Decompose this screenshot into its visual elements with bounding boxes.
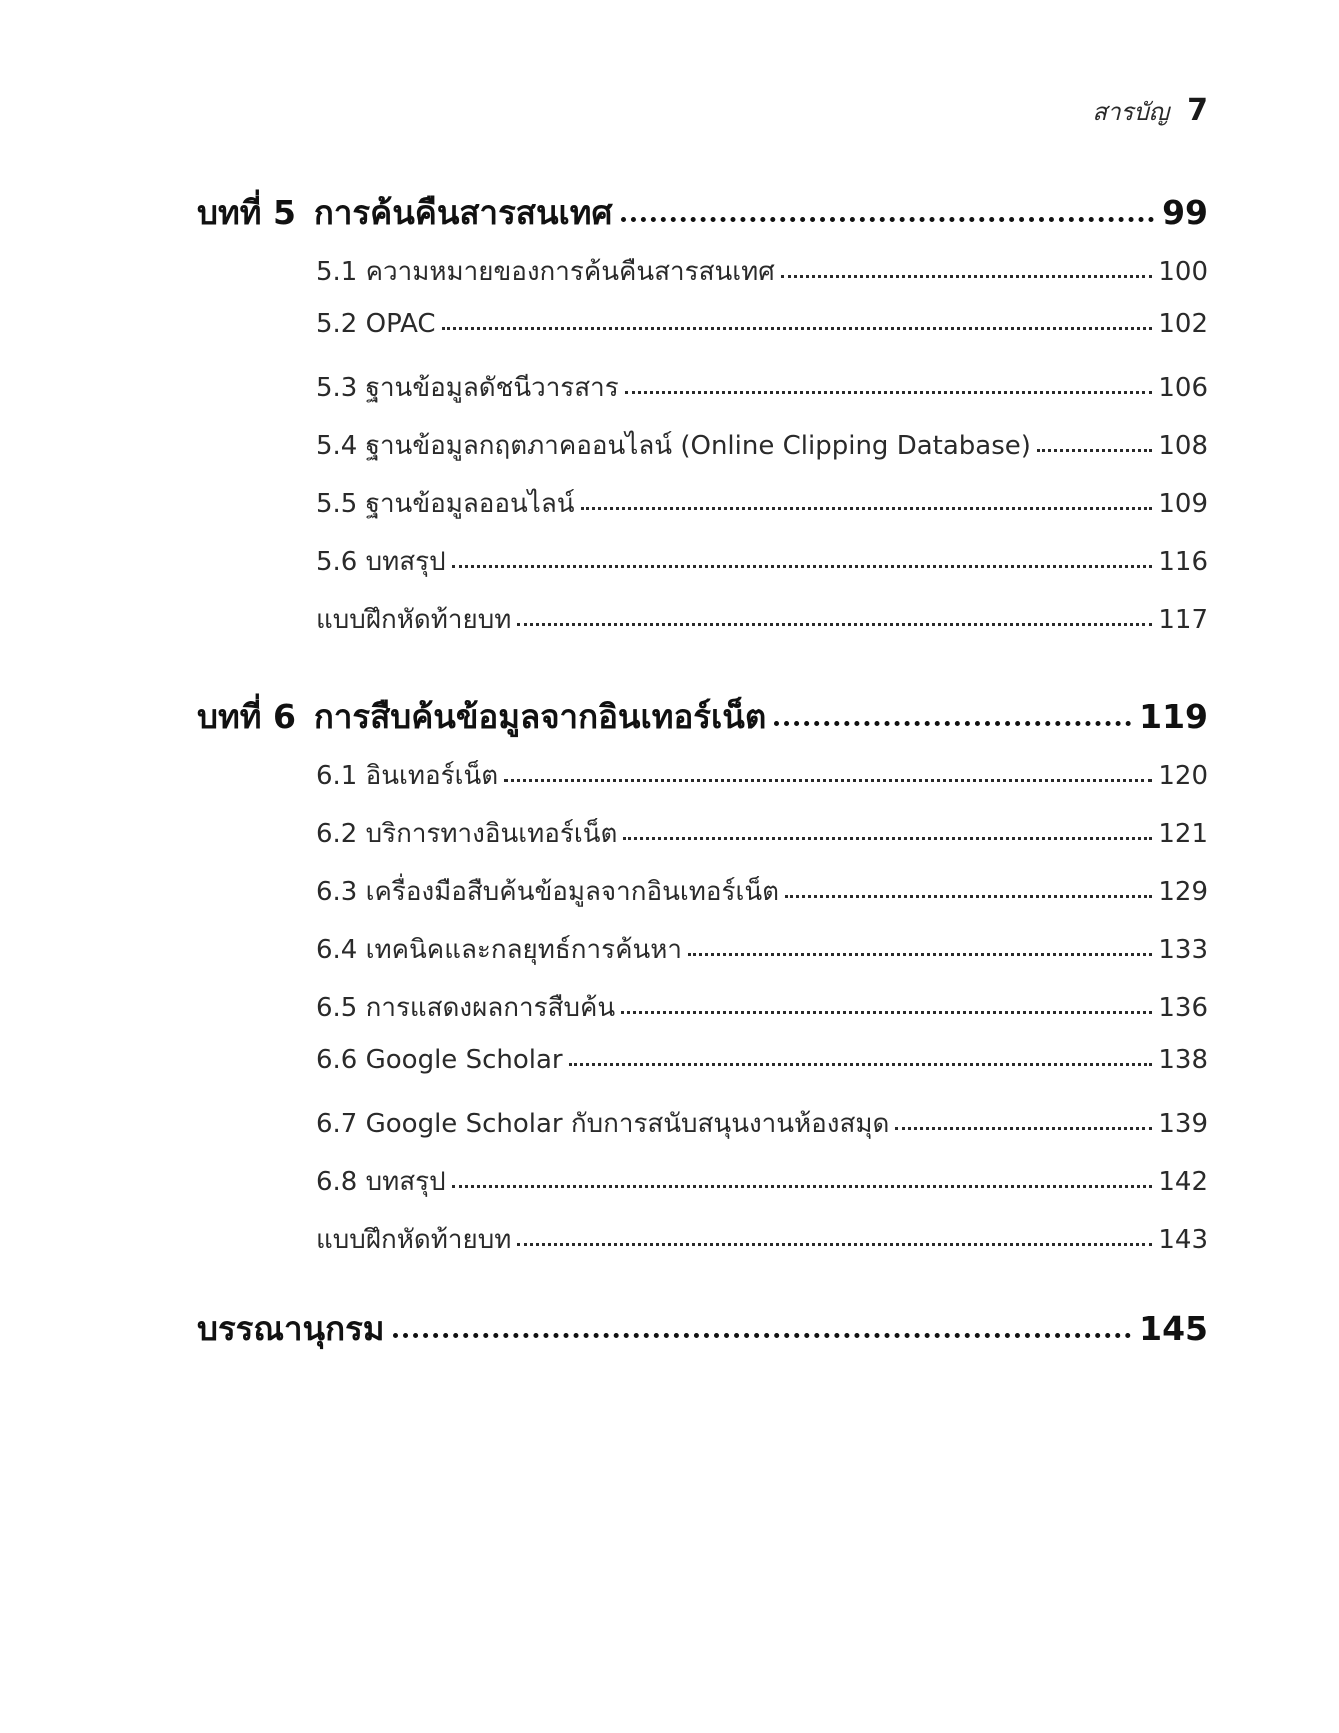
toc-entry[interactable]: [316, 599, 1208, 640]
dot-leader: [442, 327, 1153, 330]
bibliography-page: 145: [1139, 1309, 1208, 1348]
dot-leader: [581, 507, 1153, 510]
toc-entry-title: 5.3 ฐานข้อมูลดัชนีวารสาร: [316, 373, 619, 403]
chapter-page: 99: [1162, 193, 1208, 232]
toc-entry-page: 109: [1158, 489, 1208, 519]
toc-entry[interactable]: [316, 367, 1208, 408]
toc-entry-title: 5.4 ฐานข้อมูลกฤตภาคออนไลน์ (Online Clipping Database): [316, 431, 1031, 461]
toc-entry-page: 143: [1158, 1225, 1208, 1255]
toc-entry-title: 6.4 เทคนิคและกลยุทธ์การค้นหา: [316, 935, 682, 965]
dot-leader: [393, 1333, 1132, 1338]
toc-entry[interactable]: [316, 1103, 1208, 1144]
toc-entry-page: 108: [1158, 431, 1208, 461]
dot-leader: [569, 1063, 1153, 1066]
toc-entry[interactable]: [316, 541, 1208, 582]
toc-entry-page: 142: [1158, 1167, 1208, 1197]
toc-entry[interactable]: [316, 929, 1208, 970]
dot-leader: [623, 837, 1152, 840]
toc-entry[interactable]: [316, 425, 1208, 466]
dot-leader: [621, 1011, 1152, 1014]
toc-entry-page: 139: [1158, 1109, 1208, 1139]
toc-entry-page: 138: [1158, 1045, 1208, 1075]
toc-entry-page: 136: [1158, 993, 1208, 1023]
dot-leader: [785, 895, 1152, 898]
bibliography-title: บรรณานุกรม: [197, 1309, 385, 1348]
toc-entry-title: 6.8 บทสรุป: [316, 1167, 446, 1197]
dot-leader: [625, 391, 1153, 394]
toc-entry-title: 6.6 Google Scholar: [316, 1045, 563, 1075]
toc-entry-page: 116: [1158, 547, 1208, 577]
page-number: 7: [1187, 93, 1208, 128]
running-head-title: สารบัญ: [1092, 98, 1170, 126]
chapter-label: บทที่ 5: [197, 193, 296, 232]
toc-entry[interactable]: [316, 309, 1208, 339]
dot-leader: [895, 1127, 1152, 1130]
toc-entry[interactable]: [316, 483, 1208, 524]
toc-entry-title: 5.6 บทสรุป: [316, 547, 446, 577]
dot-leader: [781, 275, 1153, 278]
dot-leader: [688, 953, 1152, 956]
toc-entry-title: 6.5 การแสดงผลการสืบค้น: [316, 993, 616, 1023]
dot-leader: [517, 1243, 1152, 1246]
dot-leader: [1037, 449, 1152, 452]
toc-entry[interactable]: [316, 251, 1208, 292]
toc-entry-title: 6.1 อินเทอร์เน็ต: [316, 761, 499, 791]
dot-leader: [621, 217, 1155, 222]
toc-entry-title: 6.7 Google Scholar กับการสนับสนุนงานห้องสมุด: [316, 1109, 890, 1139]
chapter-page: 119: [1139, 697, 1208, 736]
toc-entry[interactable]: [316, 813, 1208, 854]
dot-leader: [774, 721, 1131, 726]
toc-entry[interactable]: [316, 1219, 1208, 1260]
toc-entry[interactable]: [316, 755, 1208, 796]
toc-entry[interactable]: [316, 871, 1208, 912]
toc-entry-title: แบบฝึกหัดท้ายบท: [316, 1225, 512, 1255]
toc-entry-title: 6.3 เครื่องมือสืบค้นข้อมูลจากอินเทอร์เน็ต: [316, 877, 780, 907]
toc-entry-page: 117: [1158, 605, 1208, 635]
toc-entry-title: 5.1 ความหมายของการค้นคืนสารสนเทศ: [316, 257, 775, 287]
toc-entry[interactable]: [316, 1161, 1208, 1202]
toc-chapter-5[interactable]: [197, 186, 1208, 239]
toc-entry-title: 6.2 บริการทางอินเทอร์เน็ต: [316, 819, 618, 849]
toc-entry-page: 102: [1158, 309, 1208, 339]
toc-entry-page: 106: [1158, 373, 1208, 403]
toc-entry-title: 5.2 OPAC: [316, 309, 436, 339]
chapter-label: บทที่ 6: [197, 697, 296, 736]
toc-chapter-6[interactable]: [197, 690, 1208, 743]
toc-entry-page: 100: [1158, 257, 1208, 287]
chapter-title: การสืบค้นข้อมูลจากอินเทอร์เน็ต: [313, 697, 767, 736]
dot-leader: [452, 565, 1153, 568]
dot-leader: [452, 1185, 1153, 1188]
toc-entry-page: 133: [1158, 935, 1208, 965]
chapter-title: การค้นคืนสารสนเทศ: [313, 193, 613, 232]
toc-entry-page: 120: [1158, 761, 1208, 791]
toc-entry-page: 129: [1158, 877, 1208, 907]
running-head: [1092, 92, 1208, 131]
toc-entry[interactable]: [316, 987, 1208, 1028]
dot-leader: [517, 623, 1152, 626]
toc-entry-page: 121: [1158, 819, 1208, 849]
toc-entry[interactable]: [316, 1045, 1208, 1075]
toc-bibliography[interactable]: [197, 1302, 1208, 1355]
toc-entry-title: แบบฝึกหัดท้ายบท: [316, 605, 512, 635]
toc-entry-title: 5.5 ฐานข้อมูลออนไลน์: [316, 489, 575, 519]
dot-leader: [504, 779, 1152, 782]
